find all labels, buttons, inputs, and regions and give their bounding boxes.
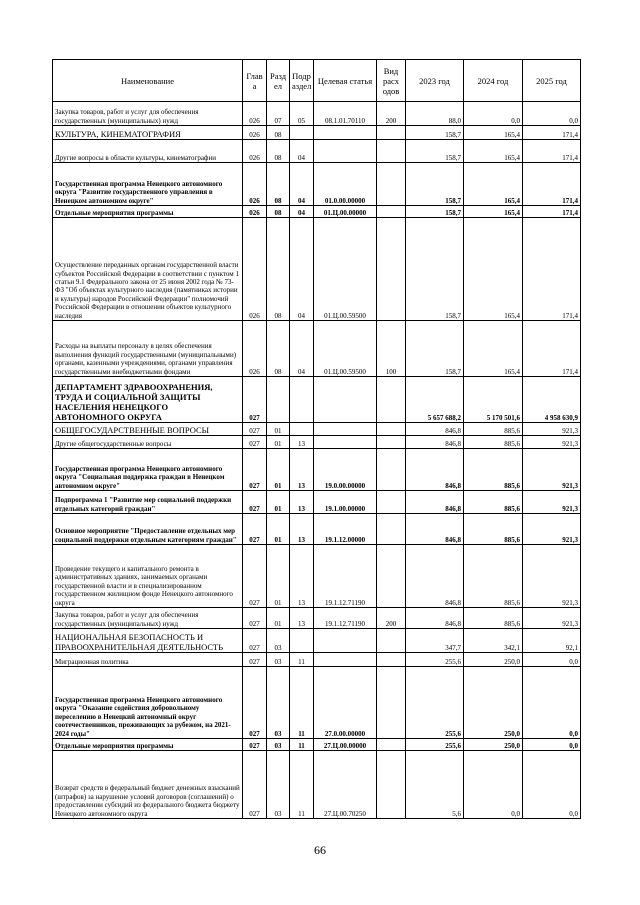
- row-razdel: 03: [267, 751, 290, 819]
- row-razdel: 03: [267, 739, 290, 751]
- row-target: [314, 629, 377, 653]
- table-row: [53, 491, 581, 514]
- row-razdel: 01: [267, 491, 290, 514]
- row-glava: 027: [243, 491, 267, 514]
- table-row: [53, 102, 581, 126]
- table-row: [53, 739, 581, 751]
- row-2023: 255,6: [406, 739, 464, 751]
- row-glava: 026: [243, 206, 267, 218]
- row-glava: 027: [243, 629, 267, 653]
- row-podrazdel: [290, 126, 314, 140]
- row-vid: [377, 545, 406, 608]
- row-glava: 026: [243, 126, 267, 140]
- row-podrazdel: [290, 377, 314, 423]
- row-podrazdel: 13: [290, 545, 314, 608]
- row-vid: [377, 491, 406, 514]
- row-target: 08.1.01.70110: [314, 102, 377, 126]
- row-razdel: 08: [267, 126, 290, 140]
- row-target: 19.1.12.00000: [314, 514, 377, 545]
- row-target: [314, 126, 377, 140]
- row-2023: 158,7: [406, 126, 464, 140]
- row-glava: 027: [243, 377, 267, 423]
- row-name: НАЦИОНАЛЬНАЯ БЕЗОПАСНОСТЬ И ПРАВООХРАНИТЕЛЬНАЯ ДЕЯТЕЛЬНОСТЬ: [53, 629, 243, 653]
- row-razdel: 03: [267, 667, 290, 739]
- row-razdel: 01: [267, 436, 290, 449]
- table-row: [53, 423, 581, 436]
- row-name: Другие вопросы в области культуры, кинематографии: [53, 140, 243, 163]
- row-name: Расходы на выплаты персоналу в целях обеспечения выполнения функций государственными (муниципальными) органами, казенными учреждениями, органами управления государственными внебюджетными фондами: [53, 321, 243, 377]
- table-row: [53, 436, 581, 449]
- row-2025: 92,1: [523, 629, 581, 653]
- row-glava: 026: [243, 321, 267, 377]
- row-2024: 885,6: [464, 545, 523, 608]
- row-glava: 027: [243, 608, 267, 629]
- table-row: [53, 377, 581, 423]
- row-target: [314, 423, 377, 436]
- row-podrazdel: 05: [290, 102, 314, 126]
- table-row: [53, 321, 581, 377]
- table-row: [53, 126, 581, 140]
- row-glava: 026: [243, 102, 267, 126]
- row-2023: 88,0: [406, 102, 464, 126]
- header-vid: Вид расх одов: [377, 60, 406, 102]
- row-2025: 0,0: [523, 102, 581, 126]
- row-name: Подпрограмма 1 "Развитие мер социальной поддержки отдельных категорий граждан": [53, 491, 243, 514]
- row-name: Отдельные мероприятия программы: [53, 739, 243, 751]
- row-name: Другие общегосударственные вопросы: [53, 436, 243, 449]
- row-glava: 026: [243, 218, 267, 321]
- table-row: [53, 545, 581, 608]
- row-target: [314, 653, 377, 667]
- row-razdel: [267, 377, 290, 423]
- row-2024: 885,6: [464, 436, 523, 449]
- row-podrazdel: 13: [290, 514, 314, 545]
- row-2023: 5,6: [406, 751, 464, 819]
- row-name: Государственная программа Ненецкого автономного округа "Развитие государственного управления в Ненецком автономном округе": [53, 163, 243, 206]
- row-target: 01.Ц.00.59500: [314, 321, 377, 377]
- row-target: 01.Ц.00.59500: [314, 218, 377, 321]
- row-name: Проведение текущего и капитального ремонта в административных зданиях, занимаемых органами государственной власти и в специализированном государственном жилищном фонде Ненецкого автономного округа: [53, 545, 243, 608]
- row-2024: 165,4: [464, 206, 523, 218]
- row-2024: 885,6: [464, 491, 523, 514]
- header-target: Целевая статья: [314, 60, 377, 102]
- row-2024: 0,0: [464, 751, 523, 819]
- table-row: [53, 751, 581, 819]
- table-row: [53, 667, 581, 739]
- row-vid: 200: [377, 102, 406, 126]
- row-vid: [377, 667, 406, 739]
- row-2025: 921,3: [523, 423, 581, 436]
- row-2024: 165,4: [464, 140, 523, 163]
- row-podrazdel: 11: [290, 739, 314, 751]
- header-2025: 2025 год: [523, 60, 581, 102]
- row-podrazdel: 04: [290, 163, 314, 206]
- row-vid: [377, 218, 406, 321]
- row-razdel: 01: [267, 545, 290, 608]
- row-target: 19.0.00.00000: [314, 449, 377, 491]
- row-2023: 158,7: [406, 163, 464, 206]
- header-2023: 2023 год: [406, 60, 464, 102]
- row-2024: 250,0: [464, 739, 523, 751]
- row-podrazdel: 11: [290, 751, 314, 819]
- row-2025: 171,4: [523, 206, 581, 218]
- row-2025: 171,4: [523, 218, 581, 321]
- row-podrazdel: 04: [290, 218, 314, 321]
- row-target: 01.Ц.00.00000: [314, 206, 377, 218]
- row-2024: 342,1: [464, 629, 523, 653]
- table-row: [53, 163, 581, 206]
- row-2023: 846,8: [406, 608, 464, 629]
- row-target: 19.1.12.71190: [314, 608, 377, 629]
- row-2024: 165,4: [464, 126, 523, 140]
- row-glava: 027: [243, 667, 267, 739]
- row-name: Миграционная политика: [53, 653, 243, 667]
- row-vid: [377, 629, 406, 653]
- row-2025: 921,3: [523, 436, 581, 449]
- row-2023: 158,7: [406, 140, 464, 163]
- row-vid: [377, 163, 406, 206]
- row-podrazdel: [290, 423, 314, 436]
- row-razdel: 08: [267, 218, 290, 321]
- row-2025: 171,4: [523, 140, 581, 163]
- row-vid: [377, 449, 406, 491]
- row-name: Основное мероприятие "Предоставление отдельных мер социальной поддержки отдельным категориям граждан": [53, 514, 243, 545]
- row-glava: 027: [243, 423, 267, 436]
- row-2024: 885,6: [464, 449, 523, 491]
- row-podrazdel: 04: [290, 206, 314, 218]
- row-podrazdel: 11: [290, 667, 314, 739]
- row-glava: 027: [243, 449, 267, 491]
- row-name: ДЕПАРТАМЕНТ ЗДРАВООХРАНЕНИЯ, ТРУДА И СОЦИАЛЬНОЙ ЗАЩИТЫ НАСЕЛЕНИЯ НЕНЕЦКОГО АВТОНОМНОГО ОКРУГА: [53, 377, 243, 423]
- row-razdel: 01: [267, 423, 290, 436]
- row-vid: [377, 140, 406, 163]
- row-podrazdel: 13: [290, 491, 314, 514]
- row-glava: 027: [243, 436, 267, 449]
- row-2024: 885,6: [464, 514, 523, 545]
- row-2023: 846,8: [406, 491, 464, 514]
- row-target: 19.1.12.71190: [314, 545, 377, 608]
- table-row: [53, 449, 581, 491]
- row-name: Закупка товаров, работ и услуг для обеспечения государственных (муниципальных) нужд: [53, 102, 243, 126]
- row-name: ОБЩЕГОСУДАРСТВЕННЫЕ ВОПРОСЫ: [53, 423, 243, 436]
- table-row: [53, 629, 581, 653]
- row-target: 01.0.00.00000: [314, 163, 377, 206]
- row-podrazdel: 13: [290, 436, 314, 449]
- row-podrazdel: 13: [290, 449, 314, 491]
- row-razdel: 01: [267, 514, 290, 545]
- row-glava: 027: [243, 751, 267, 819]
- row-2023: 347,7: [406, 629, 464, 653]
- budget-table: [52, 59, 581, 819]
- row-2023: 846,8: [406, 545, 464, 608]
- row-vid: [377, 423, 406, 436]
- row-podrazdel: 04: [290, 321, 314, 377]
- row-2023: 158,7: [406, 206, 464, 218]
- row-name: Отдельные мероприятия программы: [53, 206, 243, 218]
- row-2025: 921,3: [523, 491, 581, 514]
- row-vid: [377, 436, 406, 449]
- row-podrazdel: 04: [290, 140, 314, 163]
- row-podrazdel: [290, 629, 314, 653]
- row-vid: 200: [377, 608, 406, 629]
- row-2023: 846,8: [406, 423, 464, 436]
- table-row: [53, 514, 581, 545]
- row-target: 27.Ц.00.70250: [314, 751, 377, 819]
- row-name: КУЛЬТУРА, КИНЕМАТОГРАФИЯ: [53, 126, 243, 140]
- row-glava: 027: [243, 653, 267, 667]
- row-target: 27.0.00.00000: [314, 667, 377, 739]
- row-name: Государственная программа Ненецкого автономного округа "Оказание содействия добровольному переселению в Ненецкий автономный округ соотечественников, проживающих за рубежом, на 2021-2024 годы": [53, 667, 243, 739]
- row-podrazdel: 13: [290, 608, 314, 629]
- row-2025: 171,4: [523, 163, 581, 206]
- row-razdel: 03: [267, 653, 290, 667]
- row-name: Государственная программа Ненецкого автономного округа "Социальная поддержка граждан в Ненецком автономном округе": [53, 449, 243, 491]
- row-2024: 0,0: [464, 102, 523, 126]
- header-glava: Глав а: [243, 60, 267, 102]
- row-target: 19.1.00.00000: [314, 491, 377, 514]
- row-name: Осуществление переданных органам государственной власти субъектов Российской Федерации в соответствии с пунктом 1 статьи 9.1 Федерального закона от 25 июня 2002 года № 73-ФЗ "Об объектах культурного наследия (памятниках истории и культуры) народов Российской Федерации" полномочий Российской Федерации в отношении объектов культурного наследия: [53, 218, 243, 321]
- row-target: [314, 377, 377, 423]
- row-2025: 171,4: [523, 126, 581, 140]
- row-name: Возврат средств в федеральный бюджет денежных взысканий (штрафов) за нарушение условий договоров (соглашений) о предоставлении субсидий из федерального бюджета бюджету Ненецкого автономного округа: [53, 751, 243, 819]
- page-number: 66: [314, 843, 326, 857]
- row-2023: 846,8: [406, 514, 464, 545]
- row-glava: 026: [243, 163, 267, 206]
- row-vid: [377, 514, 406, 545]
- row-2023: 5 657 688,2: [406, 377, 464, 423]
- row-podrazdel: 11: [290, 653, 314, 667]
- row-vid: [377, 751, 406, 819]
- row-2025: 921,3: [523, 514, 581, 545]
- header-name: Наименование: [53, 60, 243, 102]
- row-razdel: 07: [267, 102, 290, 126]
- row-target: 27.Ц.00.00000: [314, 739, 377, 751]
- row-2024: 885,6: [464, 423, 523, 436]
- row-glava: 027: [243, 514, 267, 545]
- row-glava: 027: [243, 545, 267, 608]
- row-2025: 171,4: [523, 321, 581, 377]
- row-2024: 165,4: [464, 218, 523, 321]
- row-vid: [377, 377, 406, 423]
- row-2025: 0,0: [523, 739, 581, 751]
- row-razdel: 08: [267, 321, 290, 377]
- row-2023: 846,8: [406, 449, 464, 491]
- row-2024: 165,4: [464, 163, 523, 206]
- row-2025: 921,3: [523, 545, 581, 608]
- row-razdel: 01: [267, 608, 290, 629]
- row-vid: [377, 126, 406, 140]
- row-vid: [377, 653, 406, 667]
- row-2023: 255,6: [406, 653, 464, 667]
- row-razdel: 08: [267, 163, 290, 206]
- table-row: [53, 140, 581, 163]
- row-vid: [377, 206, 406, 218]
- row-2024: 165,4: [464, 321, 523, 377]
- row-2025: 0,0: [523, 653, 581, 667]
- row-target: [314, 436, 377, 449]
- table-header: [53, 60, 581, 102]
- row-2025: 0,0: [523, 751, 581, 819]
- row-2024: 250,0: [464, 667, 523, 739]
- row-2024: 5 170 501,6: [464, 377, 523, 423]
- row-name: Закупка товаров, работ и услуг для обеспечения государственных (муниципальных) нужд: [53, 608, 243, 629]
- row-2023: 255,6: [406, 667, 464, 739]
- row-2025: 4 958 630,9: [523, 377, 581, 423]
- row-2023: 158,7: [406, 321, 464, 377]
- header-2024: 2024 год: [464, 60, 523, 102]
- row-glava: 027: [243, 739, 267, 751]
- row-2025: 921,3: [523, 608, 581, 629]
- header-razdel: Разд ел: [267, 60, 290, 102]
- header-podrazdel: Подр аздел: [290, 60, 314, 102]
- table-row: [53, 218, 581, 321]
- row-razdel: 08: [267, 206, 290, 218]
- table-row: [53, 608, 581, 629]
- row-razdel: 08: [267, 140, 290, 163]
- row-2025: 921,3: [523, 449, 581, 491]
- row-target: [314, 140, 377, 163]
- row-2023: 158,7: [406, 218, 464, 321]
- row-glava: 026: [243, 140, 267, 163]
- row-razdel: 03: [267, 629, 290, 653]
- row-2024: 250,0: [464, 653, 523, 667]
- row-vid: 100: [377, 321, 406, 377]
- table-row: [53, 206, 581, 218]
- row-2025: 0,0: [523, 667, 581, 739]
- row-vid: [377, 739, 406, 751]
- row-razdel: 01: [267, 449, 290, 491]
- row-2023: 846,8: [406, 436, 464, 449]
- table-row: [53, 653, 581, 667]
- row-2024: 885,6: [464, 608, 523, 629]
